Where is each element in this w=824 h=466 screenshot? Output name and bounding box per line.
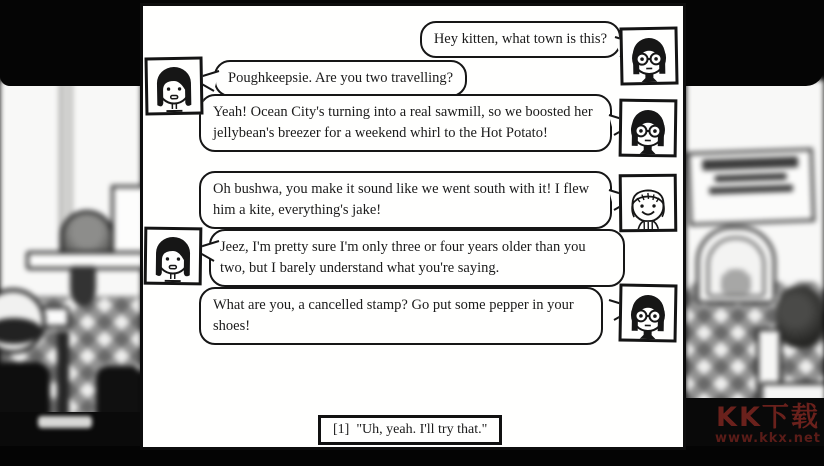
- speech-bubble: Jeez, I'm pretty sure I'm only three or four years older than you two, but I barely understand what you're saying.: [209, 229, 625, 287]
- dialogue-panel: [140, 3, 686, 450]
- coffee-wall-sign: [687, 148, 816, 226]
- speech-bubble: What are you, a cancelled stamp? Go put some pepper in your shoes!: [199, 287, 603, 345]
- speech-bubble: Poughkeepsie. Are you two travelling?: [214, 60, 467, 97]
- portrait-glasses-kid: [619, 26, 678, 85]
- dialogue-choice-option-1[interactable]: [318, 415, 502, 445]
- dark-object: [776, 286, 824, 348]
- sign-text-blur: [709, 185, 793, 195]
- watermark-url: www.kkx.net: [714, 431, 821, 447]
- portrait-glasses-kid: [619, 99, 678, 158]
- glasses-kid-face-icon: [622, 287, 675, 340]
- brunette-woman-face-icon: [147, 230, 200, 283]
- glasses-kid-face-icon: [623, 30, 676, 83]
- portrait-smiling-kid: [619, 174, 678, 233]
- sign-text-blur: [702, 156, 798, 170]
- sign-text-blur: [715, 173, 787, 183]
- smiling-kid-face-icon: [622, 177, 675, 230]
- watermark-logo: KK下载: [716, 402, 820, 433]
- speech-bubble: Hey kitten, what town is this?: [420, 21, 621, 58]
- site-watermark: [715, 404, 821, 446]
- portrait-brunette-woman: [144, 56, 203, 115]
- speech-bubble: Oh bushwa, you make it sound like we went south with it! I flew him a kite, everything's jake!: [199, 171, 612, 229]
- jukebox-speaker-grill: [721, 269, 751, 295]
- portrait-brunette-woman: [144, 227, 203, 286]
- brunette-woman-face-icon: [148, 60, 201, 113]
- choice-text: "Uh, yeah. I'll try that.": [356, 422, 488, 437]
- portrait-glasses-kid: [618, 283, 677, 342]
- cake-stand: [70, 266, 96, 306]
- glasses-kid-face-icon: [622, 102, 675, 155]
- table-foot: [38, 416, 92, 428]
- jukebox: [696, 226, 776, 304]
- speech-bubble: Yeah! Ocean City's turning into a real sawmill, so we boosted her jellybean's breezer for a weekend whirl to the Hot Potato!: [199, 94, 612, 152]
- choice-key: [1]: [333, 422, 350, 437]
